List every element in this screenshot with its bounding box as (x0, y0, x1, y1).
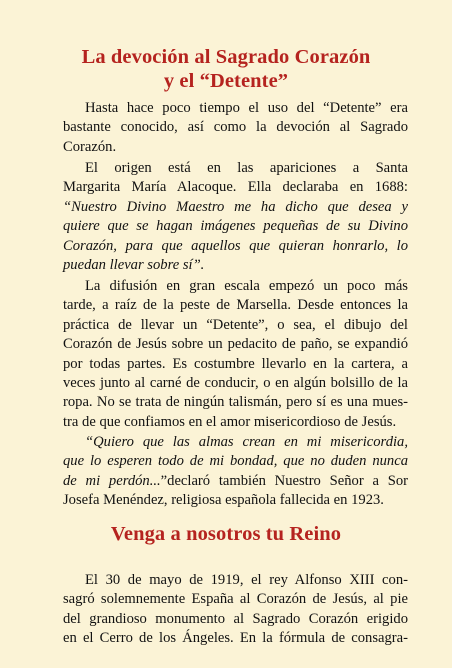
quote-line: Corazón, para que aquellos que quieran honrarlo, lo (63, 237, 408, 254)
text-line: ropa. No se trata de ningún talismán, pero sí es una mues- (63, 394, 408, 411)
text-line: tra de que confiamos en el amor misericordioso de Jesús. (63, 413, 397, 430)
paragraph-quote (63, 433, 408, 511)
heading-devotion (0, 45, 452, 93)
text-line: tarde, a raíz de la peste de Marsella. Desde entonces la (63, 297, 408, 314)
text-line: en el Cerro de los Ángeles. En la fórmula de consagra- (63, 630, 408, 647)
text-line: El 30 de mayo de 1919, el rey Alfonso XIII con- (85, 572, 408, 588)
text-line: El origen está en las apariciones a Santa (85, 160, 408, 176)
text-line: La difusión en gran escala empezó un poco más (85, 278, 408, 294)
text-line: del grandioso monumento al Sagrado Corazón erigido (63, 610, 408, 627)
paragraph-diffusion (63, 277, 408, 432)
text-line (63, 472, 408, 491)
quote-line: “Nuestro Divino Maestro me ha dicho que desea y (63, 198, 408, 215)
heading-line-2: y el “Detente” (163, 70, 289, 92)
text-line: Corazón. (63, 138, 117, 155)
paragraph-consecration (63, 571, 408, 649)
heading-line-1: La devoción al Sagrado Corazón (81, 46, 371, 68)
text-line: bastante conocido, así como la devoción al Sagrado (63, 119, 408, 136)
text-line: sagró solemnemente España al Corazón de Jesús, al pie (63, 591, 408, 608)
text-line: por todas partes. Es costumbre llevarlo en la cartera, a (63, 355, 408, 372)
quote-line: “Quiero que las almas crean en mi misericordia, (85, 434, 408, 450)
text-line: Hasta hace poco tiempo el uso del “Detente” era (85, 100, 408, 116)
quote-line: puedan llevar sobre sí”. (63, 257, 205, 274)
text-line: Corazón de Jesús sobre un pedacito de paño, se expandió (63, 336, 408, 353)
quote-line: que lo esperen todo de mi bondad, que no duden nunca (63, 453, 408, 470)
paragraph-origin (63, 159, 408, 275)
quote-fragment: de mi perdón... (63, 472, 161, 489)
text-line: Josefa Menéndez, religiosa española fallecida en 1923. (63, 492, 384, 509)
text-line: veces junto al carné de conducir, o en algún bolsillo de la (63, 375, 408, 392)
text-line: Margarita María Alacoque. Ella declaraba en 1688: (63, 179, 408, 196)
paragraph-intro (63, 99, 408, 157)
text-line: práctica de llevar un “Detente”, o sea, el dibujo del (63, 316, 408, 333)
text-fragment: ”declaró también Nuestro Señor a Sor (160, 472, 408, 489)
heading-kingdom: Venga a nosotros tu Reino (110, 523, 342, 545)
quote-line: quiere que se hagan imágenes pequeñas de su Divino (63, 218, 408, 235)
